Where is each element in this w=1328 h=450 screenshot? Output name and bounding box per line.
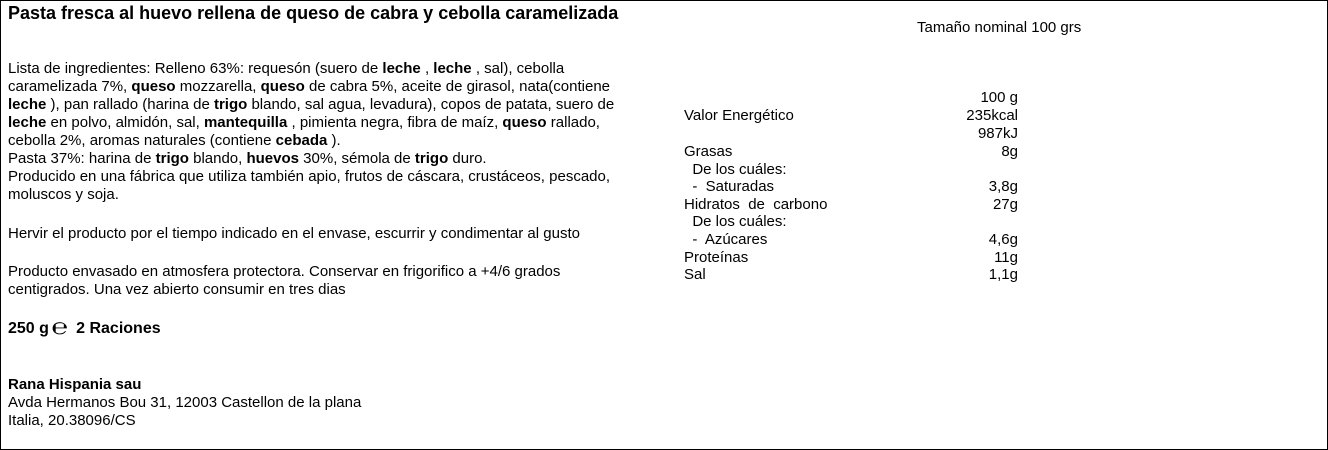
company-info (8, 376, 361, 430)
energy-kcal: 235kcal (966, 107, 1018, 124)
ingredients-text: ). (327, 132, 341, 149)
allergen-text: queso (131, 78, 176, 95)
nutrition-row-value: 27g (992, 196, 1018, 213)
ingredients-text: de cabra 5%, aceite de girasol, nata(contiene (304, 78, 611, 95)
product-title: Pasta fresca al huevo rellena de queso de cabra y cebolla caramelizada (8, 3, 619, 23)
storage-line-1: Producto envasado en atmosfera protectora. Conservar en frigorifico a +4/6 grados (8, 263, 561, 280)
nutrition-row-value: 1,1g (988, 266, 1018, 283)
ingredients-text: Pasta 37%: harina de (8, 150, 156, 167)
ingredients-list (8, 60, 648, 204)
allergen-text: trigo (155, 150, 189, 167)
nutrition-row-label: - Azúcares (684, 231, 768, 248)
storage-instructions (8, 263, 560, 299)
allergen-text: trigo (213, 96, 248, 113)
nutrition-row-label: Grasas (684, 143, 733, 160)
ingredients-text: , sal), cebolla caramelizada 7%, (8, 60, 565, 95)
allergen-text: leche (433, 60, 472, 77)
ingredients-text: , (420, 60, 434, 77)
ingredients-text: rallado, cebolla 2%, aromas naturales (contiene (8, 114, 600, 149)
nutrition-row-value: 11g (994, 249, 1018, 266)
nominal-size: Tamaño nominal 100 grs (917, 19, 1082, 36)
allergen-text: mantequilla (203, 114, 288, 131)
allergen-text: trigo (414, 150, 449, 167)
ingredients-text: , pimienta negra, fibra de maíz, (287, 114, 503, 131)
nutrition-row-label: Hidratos de carbono (684, 196, 828, 213)
ingredients-text: Lista de ingredientes: Relleno 63%: requesón (suero de (8, 60, 383, 77)
allergen-text: queso (260, 78, 305, 95)
nutrition-row-label: - Saturadas (684, 178, 775, 195)
ingredients-text: en polvo, almidón, sal, (46, 114, 204, 131)
nutrition-per-header: 100 g (980, 89, 1018, 106)
allergen-text: leche (8, 114, 47, 131)
company-name: Rana Hispania sau (8, 376, 142, 393)
energy-label: Valor Energético (684, 107, 794, 124)
ingredients-text: blando, (188, 150, 247, 167)
preparation-instructions: Hervir el producto por el tiempo indicado en el envase, escurrir y condimentar al gusto (8, 225, 580, 242)
net-weight: 250 g (8, 320, 49, 337)
ingredients-text: blando, sal agua, levadura), copos de patata, suero de (247, 96, 615, 113)
energy-kj: 987kJ (977, 125, 1018, 142)
allergen-text: cebada (275, 132, 328, 149)
allergen-text: leche (8, 96, 47, 113)
nutrition-row-value: 8g (1001, 143, 1018, 160)
ingredients-text: ), pan rallado (harina de (46, 96, 214, 113)
company-origin: Italia, 20.38096/CS (8, 412, 136, 429)
ingredients-text: duro. (448, 150, 487, 167)
storage-line-2: centigrados. Una vez abierto consumir en tres dias (8, 281, 346, 298)
nutrition-row-label: De los cuáles: (684, 161, 787, 178)
estimated-sign-icon: ℮ (51, 314, 68, 339)
ingredients-text: mozzarella, (175, 78, 261, 95)
nutrition-row-label: Proteínas (684, 249, 749, 266)
allergen-text: huevos (246, 150, 299, 167)
allergen-text: queso (502, 114, 547, 131)
nutrition-row-value: 4,6g (988, 231, 1018, 248)
nutrition-row-value: 3,8g (988, 178, 1018, 195)
nutrition-row-label: De los cuáles: (684, 213, 787, 230)
nutrition-row-label: Sal (684, 266, 706, 283)
allergen-text: leche (382, 60, 421, 77)
ingredients-text: Producido en una fábrica que utiliza también apio, frutos de cáscara, crustáceos, pescado, moluscos y soja. (8, 168, 611, 203)
portions: 2 Raciones (76, 320, 161, 337)
ingredients-text: 30%, sémola de (299, 150, 415, 167)
company-address: Avda Hermanos Bou 31, 12003 Castellon de la plana (8, 394, 362, 411)
net-quantity (8, 314, 161, 339)
